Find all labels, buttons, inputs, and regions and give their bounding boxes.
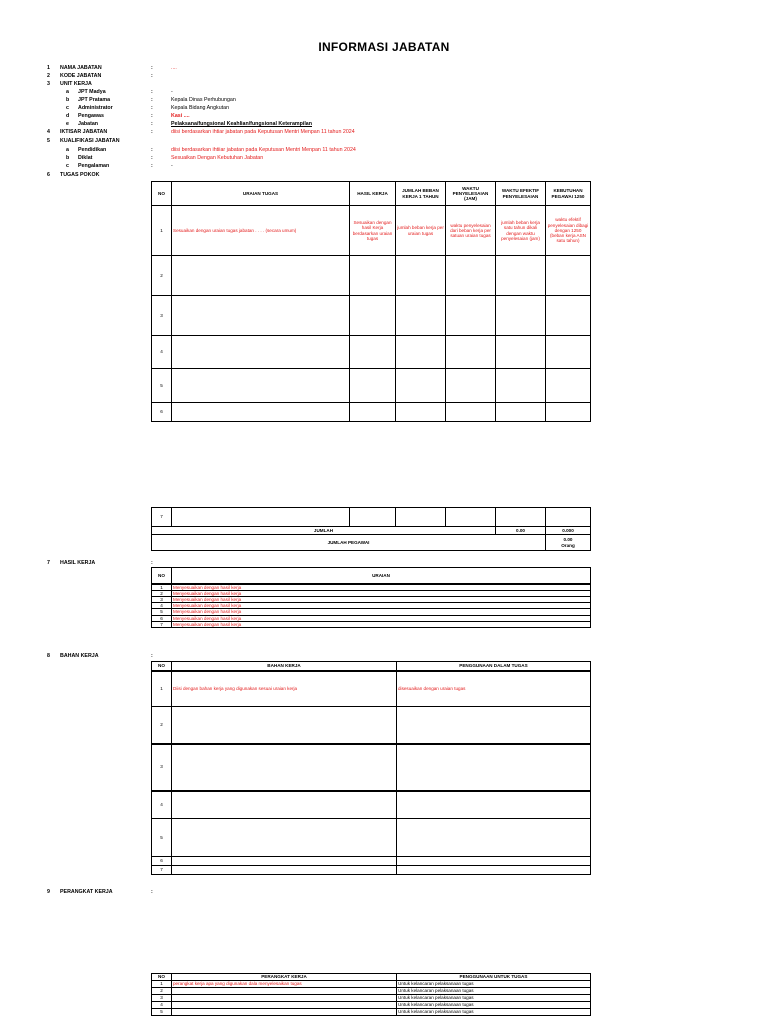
table-row — [152, 369, 591, 403]
field-num: 8 — [47, 653, 50, 659]
cell-hasil — [350, 256, 396, 296]
field-num: 5 — [47, 138, 50, 144]
row-no: 7 — [152, 866, 172, 875]
table-row — [152, 256, 591, 296]
row-no: 4 — [152, 336, 172, 369]
jumlah-efektif: 0.00 — [496, 527, 546, 535]
kual-sub: a — [66, 147, 69, 153]
tugas-pokok-table — [151, 181, 591, 422]
kual-colon: : — [151, 147, 153, 153]
cell-kebutuhan — [546, 508, 591, 527]
unit-label: JPT Madya — [78, 89, 106, 95]
jumlah-pegawai-unit: Orang — [561, 542, 575, 548]
row-text: Menyesuaikan dengan hasil kerja — [172, 603, 591, 609]
header-bahan-kerja: BAHAN KERJA — [172, 662, 397, 671]
table-row — [152, 744, 591, 791]
cell-waktu — [446, 296, 496, 336]
header-perangkat-kerja: PERANGKAT KERJA — [172, 974, 397, 981]
kual-sub: b — [66, 155, 70, 161]
field-num: 7 — [47, 560, 50, 566]
field-label: HASIL KERJA — [60, 560, 96, 566]
header-penggunaan: PENGGUNAAN DALAM TUGAS — [397, 662, 591, 671]
unit-sub: e — [66, 121, 69, 127]
row-perangkat — [172, 988, 397, 995]
jumlah-pegawai-number: 0.00 — [563, 537, 573, 543]
row-no: 4 — [152, 603, 172, 609]
cell-kebutuhan — [546, 296, 591, 336]
table-row — [152, 508, 591, 527]
unit-colon: : — [151, 97, 153, 103]
field-colon: : — [151, 129, 153, 135]
unit-colon: : — [151, 105, 153, 111]
row-hasil: Sesuaikan dengan hasil Kerja berdasarkan uraian tugas — [350, 206, 396, 256]
row-no: 5 — [152, 819, 172, 857]
table-row — [152, 866, 591, 875]
unit-sub: c — [66, 105, 69, 111]
table-row — [152, 857, 591, 866]
cell-waktu — [446, 403, 496, 422]
table-row — [152, 1009, 591, 1016]
perangkat-kerja-table — [151, 973, 591, 1016]
cell-uraian — [172, 256, 350, 296]
field-colon: : — [151, 653, 153, 659]
table-row — [152, 819, 591, 857]
row-text: Menyesuaikan dengan hasil kerja — [172, 609, 591, 615]
cell-uraian — [172, 508, 350, 527]
row-no: 1 — [152, 206, 172, 256]
unit-value: - — [171, 89, 173, 95]
cell-penggunaan — [397, 791, 591, 819]
cell-beban — [396, 403, 446, 422]
row-penggunaan: disesuaikan dengan uraian tugas — [397, 671, 591, 707]
cell-efektif — [496, 256, 546, 296]
row-perangkat — [172, 1002, 397, 1009]
cell-penggunaan — [397, 707, 591, 744]
cell-beban — [396, 296, 446, 336]
jumlah-row — [152, 527, 591, 535]
field-label: KUALIFIKASI JABATAN — [60, 138, 120, 144]
row-perangkat — [172, 995, 397, 1002]
kual-colon: : — [151, 155, 153, 161]
header-waktu-penyelesaian: WAKTU PENYELESAIAN (JAM) — [446, 182, 496, 206]
table-row — [152, 671, 591, 707]
field-num: 9 — [47, 889, 50, 895]
cell-bahan — [172, 819, 397, 857]
unit-colon: : — [151, 121, 153, 127]
cell-bahan — [172, 744, 397, 791]
row-no: 5 — [152, 1009, 172, 1016]
row-text: Menyesuaikan dengan hasil kerja — [172, 621, 591, 627]
row-perangkat — [172, 1009, 397, 1016]
cell-efektif — [496, 336, 546, 369]
cell-efektif — [496, 508, 546, 527]
row-no: 2 — [152, 707, 172, 744]
cell-beban — [396, 508, 446, 527]
field-label: UNIT KERJA — [60, 81, 92, 87]
cell-uraian — [172, 296, 350, 336]
row-perangkat: perangkat kerja apa yang digunakan dala menyelesaikan tugas — [172, 981, 397, 988]
field-colon: : — [151, 73, 153, 79]
field-colon: : — [151, 889, 153, 895]
cell-efektif — [496, 403, 546, 422]
header-penggunaan: PENGGUNAAN UNTUK TUGAS — [397, 974, 591, 981]
field-label: TUGAS POKOK — [60, 172, 100, 178]
row-text: Menyesuaikan dengan hasil kerja — [172, 596, 591, 602]
header-beban-kerja: JUMLAH BEBAN KERJA 1 TAHUN — [396, 182, 446, 206]
cell-hasil — [350, 508, 396, 527]
row-no: 6 — [152, 857, 172, 866]
field-label: NAMA JABATAN — [60, 65, 102, 71]
table-row — [152, 206, 591, 256]
row-penggunaan: Untuk kelancaran pelaksanaan tugas — [397, 1009, 591, 1016]
row-no: 2 — [152, 590, 172, 596]
jumlah-kebutuhan: 0.000 — [546, 527, 591, 535]
table-row — [152, 621, 591, 627]
row-no: 7 — [152, 508, 172, 527]
cell-uraian — [172, 336, 350, 369]
row-no: 1 — [152, 584, 172, 591]
row-uraian: Sesuaikan dengan uraian tugas jabatan . . . . (secara umum) — [172, 206, 350, 256]
header-kebutuhan-pegawai: KEBUTUHAN PEGAWAI 1250 — [546, 182, 591, 206]
cell-waktu — [446, 508, 496, 527]
kual-colon: : — [151, 163, 153, 169]
cell-bahan — [172, 866, 397, 875]
table-row — [152, 988, 591, 995]
unit-label: JPT Pratama — [78, 97, 111, 103]
cell-kebutuhan — [546, 403, 591, 422]
table-row — [152, 296, 591, 336]
kual-sub: c — [66, 163, 69, 169]
row-no: 1 — [152, 981, 172, 988]
cell-penggunaan — [397, 819, 591, 857]
table-row — [152, 981, 591, 988]
table-row — [152, 791, 591, 819]
unit-value: Kepala Bidang Angkutan — [171, 105, 230, 111]
hasil-kerja-table — [151, 567, 591, 628]
kual-value: Sesuaikan Dengan Kebutuhan Jabatan — [171, 155, 264, 161]
row-penggunaan: Untuk kelancaran pelaksanaan tugas — [397, 981, 591, 988]
kual-label: Pendidikan — [78, 147, 107, 153]
table-row — [152, 336, 591, 369]
header-hasil-kerja: HASIL KERJA — [350, 182, 396, 206]
row-no: 1 — [152, 671, 172, 707]
cell-beban — [396, 256, 446, 296]
row-no: 2 — [152, 256, 172, 296]
field-label: KODE JABATAN — [60, 73, 102, 79]
table-row — [152, 403, 591, 422]
table-row — [152, 1002, 591, 1009]
cell-bahan — [172, 707, 397, 744]
unit-sub: d — [66, 113, 70, 119]
cell-penggunaan — [397, 744, 591, 791]
header-waktu-efektif: WAKTU EFEKTIF PENYELESAIAN — [496, 182, 546, 206]
jumlah-pegawai-value — [546, 535, 591, 551]
jumlah-pegawai-label: JUMLAH PEGAWAI — [152, 535, 546, 551]
field-num: 2 — [47, 73, 50, 79]
row-no: 4 — [152, 791, 172, 819]
unit-label: Administrator — [78, 105, 113, 111]
row-text: Menyesuaikan dengan hasil kerja — [172, 590, 591, 596]
row-no: 3 — [152, 995, 172, 1002]
cell-bahan — [172, 791, 397, 819]
field-num: 3 — [47, 81, 50, 87]
row-efektif: jumlah beban kerja satu tahun dikali dengan waktu penyelesaian (jam) — [496, 206, 546, 256]
row-no: 3 — [152, 596, 172, 602]
table-row — [152, 707, 591, 744]
kual-label: Pengalaman — [78, 163, 110, 169]
field-value: diisi berdasarkan ihtiar jabatan pada Keputusan Mentri Menpan 11 tahun 2024 — [171, 129, 355, 135]
unit-colon: : — [151, 89, 153, 95]
unit-value: Kepala Dinas Perhubungan — [171, 97, 236, 103]
cell-penggunaan — [397, 857, 591, 866]
tugas-pokok-table-continued — [151, 507, 591, 551]
row-penggunaan: Untuk kelancaran pelaksanaan tugas — [397, 1002, 591, 1009]
page-title: INFORMASI JABATAN — [318, 40, 450, 54]
field-num: 6 — [47, 172, 50, 178]
kual-label: Diklat — [78, 155, 93, 161]
cell-waktu — [446, 369, 496, 403]
row-no: 7 — [152, 621, 172, 627]
field-num: 4 — [47, 129, 50, 135]
field-colon: : — [151, 65, 153, 71]
cell-penggunaan — [397, 866, 591, 875]
row-penggunaan: Untuk kelancaran pelaksanaan tugas — [397, 988, 591, 995]
row-no: 2 — [152, 988, 172, 995]
jumlah-pegawai-row — [152, 535, 591, 551]
unit-value: Pelaksana/fungsional Keahlian/fungsional Keterampilan — [171, 121, 312, 127]
jumlah-label: JUMLAH — [152, 527, 496, 535]
field-colon: : — [151, 560, 153, 566]
table-row — [152, 584, 591, 591]
row-text: Menyesuaikan dengan hasil kerja — [172, 584, 591, 591]
header-no: NO — [152, 662, 172, 671]
cell-hasil — [350, 336, 396, 369]
field-label: IKTISAR JABATAN — [60, 129, 108, 135]
row-bahan: Diisi dengan bahan kerja yang digunakan sesuai uraian kerja — [172, 671, 397, 707]
cell-hasil — [350, 369, 396, 403]
field-label: BAHAN KERJA — [60, 653, 99, 659]
field-value: .... — [171, 65, 177, 71]
header-uraian: URAIAN — [172, 568, 591, 584]
kual-value: - — [171, 163, 173, 169]
row-kebutuhan: waktu efektif penyelesaian dibagi dengan 1250 (beban kerja ASN satu tahun) — [546, 206, 591, 256]
unit-sub: b — [66, 97, 70, 103]
field-label: PERANGKAT KERJA — [60, 889, 113, 895]
cell-kebutuhan — [546, 256, 591, 296]
row-no: 5 — [152, 369, 172, 403]
table-row — [152, 995, 591, 1002]
row-beban: jumlah beban kerja per uraian tugas — [396, 206, 446, 256]
unit-label: Jabatan — [78, 121, 99, 127]
row-no: 4 — [152, 1002, 172, 1009]
cell-efektif — [496, 296, 546, 336]
cell-uraian — [172, 403, 350, 422]
cell-efektif — [496, 369, 546, 403]
row-no: 6 — [152, 615, 172, 621]
header-no: NO — [152, 182, 172, 206]
cell-kebutuhan — [546, 336, 591, 369]
cell-beban — [396, 369, 446, 403]
unit-sub: a — [66, 89, 69, 95]
header-no: NO — [152, 568, 172, 584]
unit-value: Kasi .... — [171, 113, 190, 119]
cell-hasil — [350, 296, 396, 336]
cell-kebutuhan — [546, 369, 591, 403]
row-penggunaan: Untuk kelancaran pelaksanaan tugas — [397, 995, 591, 1002]
cell-waktu — [446, 336, 496, 369]
cell-hasil — [350, 403, 396, 422]
header-uraian-tugas: URAIAN TUGAS — [172, 182, 350, 206]
unit-colon: : — [151, 113, 153, 119]
cell-bahan — [172, 857, 397, 866]
unit-label: Pengawas — [78, 113, 104, 119]
row-no: 3 — [152, 744, 172, 791]
row-waktu: waktu penyelesaian dari beban kerja per satuan uraian tugas — [446, 206, 496, 256]
bahan-kerja-table — [151, 661, 591, 875]
row-no: 6 — [152, 403, 172, 422]
row-no: 5 — [152, 609, 172, 615]
cell-waktu — [446, 256, 496, 296]
row-text: Menyesuaikan dengan hasil kerja — [172, 615, 591, 621]
field-num: 1 — [47, 65, 50, 71]
kual-value: diisi berdasarkan ihtiiar jabatan pada Keputusan Mentri Menpan 11 tahun 2024 — [171, 147, 356, 153]
cell-uraian — [172, 369, 350, 403]
cell-beban — [396, 336, 446, 369]
header-no: NO — [152, 974, 172, 981]
row-no: 3 — [152, 296, 172, 336]
